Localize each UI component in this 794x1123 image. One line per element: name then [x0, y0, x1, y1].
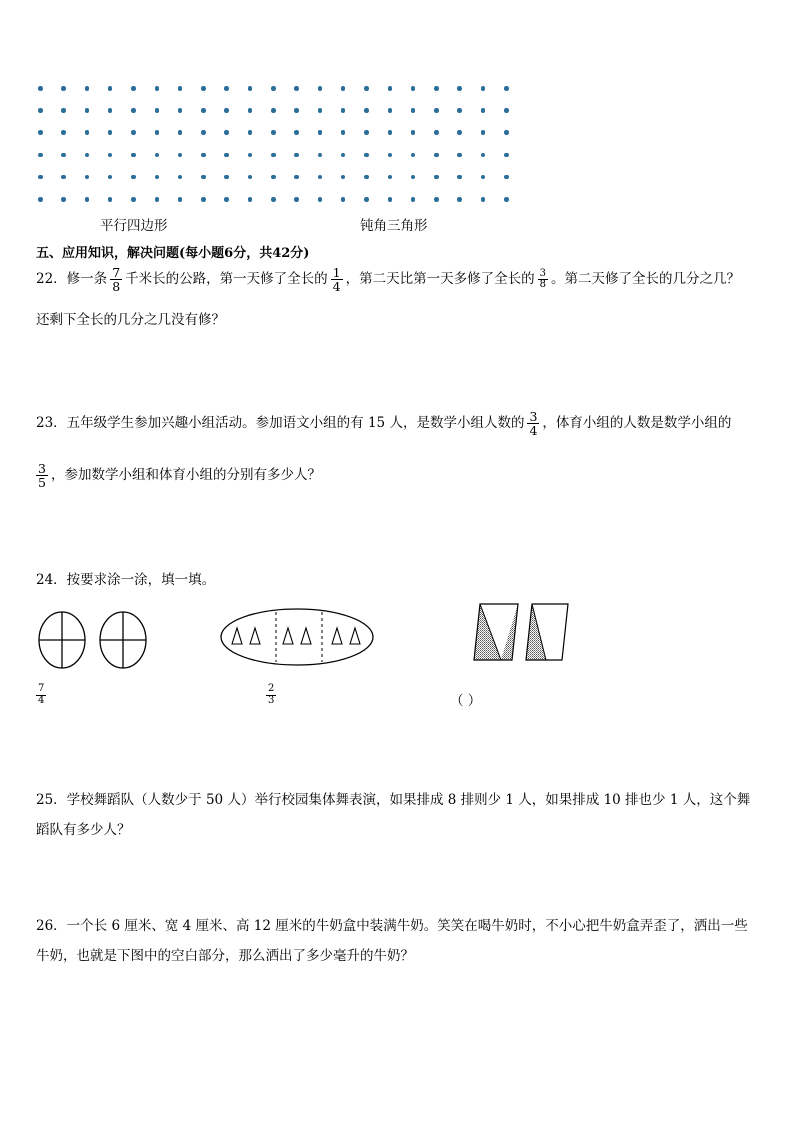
q22-line-2: 还剩下全长的几分之几没有修？ — [36, 312, 225, 328]
grid-dot[interactable] — [248, 153, 253, 158]
grid-dot[interactable] — [318, 153, 323, 158]
grid-dot[interactable] — [364, 108, 369, 113]
triangle-4 — [301, 628, 311, 644]
grid-dot[interactable] — [85, 175, 90, 180]
grid-dot[interactable] — [457, 108, 462, 113]
grid-dot[interactable] — [131, 130, 136, 135]
grid-dot[interactable] — [178, 197, 183, 202]
grid-dot[interactable] — [318, 108, 323, 113]
q23-line-2 — [36, 462, 321, 489]
grid-dot[interactable] — [155, 175, 160, 180]
grid-dot[interactable] — [434, 175, 439, 180]
outer-ellipse — [221, 609, 373, 665]
q24-answer-blank[interactable]: （ ） — [450, 693, 482, 709]
grid-dot[interactable] — [271, 86, 276, 91]
grid-dot[interactable] — [178, 153, 183, 158]
triangle-5 — [332, 628, 342, 644]
grid-dot[interactable] — [201, 86, 206, 91]
grid-dot[interactable] — [504, 130, 509, 135]
grid-dot[interactable] — [364, 175, 369, 180]
grid-dot[interactable] — [131, 197, 136, 202]
q22-fraction-1-4 — [331, 266, 343, 293]
grid-dot[interactable] — [341, 86, 346, 91]
circle-quartered-2 — [100, 612, 146, 668]
q24-ellipse-triangles-figure — [218, 606, 376, 668]
grid-dot[interactable] — [271, 108, 276, 113]
grid-dot[interactable] — [411, 175, 416, 180]
q24-frac1-den: 4 — [38, 694, 45, 706]
grid-dot[interactable] — [178, 86, 183, 91]
q22-frac2-num: 1 — [332, 265, 341, 280]
q23-text-2: ，体育小组的人数是数学小组的 — [542, 415, 732, 432]
grid-dot[interactable] — [201, 153, 206, 158]
grid-dot[interactable] — [434, 108, 439, 113]
q26-line-1: 26．一个长 6 厘米、宽 4 厘米、高 12 厘米的牛奶盒中装满牛奶。笑笑在喝牛奶时，不小心把牛奶盒弄歪了，洒出一些 — [36, 918, 748, 934]
grid-dot[interactable] — [504, 175, 509, 180]
section-title: 五、应用知识，解决问题(每小题6分，共42分) — [36, 246, 310, 261]
grid-dot[interactable] — [38, 86, 43, 91]
grid-dot[interactable] — [131, 86, 136, 91]
grid-dot[interactable] — [108, 175, 113, 180]
q24-frac2-den: 3 — [268, 694, 275, 706]
q24-title: 24．按要求涂一涂，填一填。 — [36, 572, 216, 588]
q25-line-2: 蹈队有多少人？ — [36, 822, 131, 838]
grid-dot[interactable] — [364, 153, 369, 158]
grid-dot[interactable] — [504, 153, 509, 158]
grid-dot[interactable] — [224, 175, 229, 180]
grid-dot[interactable] — [341, 197, 346, 202]
grid-dot[interactable] — [38, 108, 43, 113]
grid-dot[interactable] — [61, 175, 66, 180]
q24-parallelograms-figure — [470, 600, 575, 666]
triangle-1 — [232, 628, 242, 644]
grid-dot[interactable] — [411, 153, 416, 158]
grid-dot[interactable] — [85, 153, 90, 158]
label-parallelogram: 平行四边形 — [100, 218, 168, 234]
q23-frac1-den: 4 — [529, 423, 538, 439]
grid-dot[interactable] — [248, 175, 253, 180]
q22-text-1: 22．修一条 — [36, 271, 108, 288]
grid-dot[interactable] — [457, 197, 462, 202]
grid-dot[interactable] — [155, 130, 160, 135]
grid-dot[interactable] — [131, 153, 136, 158]
q24-frac2-num: 2 — [268, 683, 275, 694]
grid-dot[interactable] — [224, 130, 229, 135]
grid-dot[interactable] — [38, 153, 43, 158]
grid-dot[interactable] — [457, 175, 462, 180]
q22-frac1-num: 7 — [112, 265, 121, 280]
grid-dot[interactable] — [108, 86, 113, 91]
grid-dot[interactable] — [248, 108, 253, 113]
grid-dot[interactable] — [108, 197, 113, 202]
grid-dot[interactable] — [38, 197, 43, 202]
q22-frac1-den: 8 — [112, 279, 121, 295]
grid-dot[interactable] — [61, 153, 66, 158]
q24-circles-figure — [36, 608, 151, 674]
grid-dot[interactable] — [224, 86, 229, 91]
grid-dot[interactable] — [294, 108, 299, 113]
grid-dot[interactable] — [224, 153, 229, 158]
grid-dot[interactable] — [201, 108, 206, 113]
grid-dot[interactable] — [201, 197, 206, 202]
grid-dot[interactable] — [131, 175, 136, 180]
grid-dot[interactable] — [481, 197, 486, 202]
grid-dot[interactable] — [271, 175, 276, 180]
grid-dot[interactable] — [224, 197, 229, 202]
grid-dot[interactable] — [85, 197, 90, 202]
question-23 — [36, 410, 731, 437]
q22-fraction-3-8 — [538, 269, 548, 291]
triangle-6 — [350, 628, 360, 644]
grid-dot[interactable] — [38, 130, 43, 135]
grid-dot[interactable] — [61, 86, 66, 91]
parallelogram-1 — [474, 604, 518, 660]
grid-dot[interactable] — [155, 197, 160, 202]
grid-dot[interactable] — [294, 130, 299, 135]
q23-fraction-3-4 — [527, 410, 539, 437]
triangle-2 — [250, 628, 260, 644]
grid-dot[interactable] — [341, 108, 346, 113]
grid-dot[interactable] — [318, 86, 323, 91]
grid-dot[interactable] — [61, 108, 66, 113]
grid-dot[interactable] — [411, 197, 416, 202]
grid-dot[interactable] — [248, 130, 253, 135]
q25-line-1: 25．学校舞蹈队（人数少于 50 人）举行校园集体舞表演，如果排成 8 排则少 1 人，如果排成 10 排也少 1 人，这个舞 — [36, 792, 751, 808]
grid-dot[interactable] — [178, 108, 183, 113]
question-22 — [36, 266, 740, 293]
q24-frac1-num: 7 — [38, 683, 45, 694]
q24-fraction-7-4 — [36, 684, 46, 706]
grid-dot[interactable] — [504, 86, 509, 91]
grid-dot[interactable] — [178, 130, 183, 135]
grid-dot[interactable] — [85, 130, 90, 135]
grid-dot[interactable] — [388, 197, 393, 202]
grid-dot[interactable] — [85, 108, 90, 113]
q22-text-4: 。第二天修了全长的几分之几？ — [550, 271, 740, 288]
q22-text-2: 千米长的公路，第一天修了全长的 — [125, 271, 328, 288]
grid-dot[interactable] — [224, 108, 229, 113]
grid-dot[interactable] — [457, 153, 462, 158]
grid-dot[interactable] — [364, 197, 369, 202]
grid-dot[interactable] — [457, 86, 462, 91]
grid-dot[interactable] — [434, 86, 439, 91]
grid-dot[interactable] — [318, 130, 323, 135]
grid-dot[interactable] — [481, 108, 486, 113]
grid-dot[interactable] — [388, 153, 393, 158]
grid-dot[interactable] — [341, 130, 346, 135]
grid-dot[interactable] — [341, 153, 346, 158]
grid-dot[interactable] — [131, 108, 136, 113]
grid-dot[interactable] — [364, 130, 369, 135]
grid-dot[interactable] — [38, 175, 43, 180]
grid-dot[interactable] — [201, 175, 206, 180]
q22-frac2-den: 4 — [332, 279, 341, 295]
grid-dot[interactable] — [504, 197, 509, 202]
grid-dot[interactable] — [294, 175, 299, 180]
grid-dot[interactable] — [155, 86, 160, 91]
q22-text-3: ，第二天比第一天多修了全长的 — [345, 271, 535, 288]
grid-dot[interactable] — [271, 197, 276, 202]
grid-dot[interactable] — [364, 86, 369, 91]
grid-dot[interactable] — [108, 153, 113, 158]
grid-dot[interactable] — [411, 108, 416, 113]
q24-fraction-2-3 — [266, 684, 276, 706]
grid-dot[interactable] — [178, 175, 183, 180]
grid-dot[interactable] — [388, 175, 393, 180]
q23-text-3: ，参加数学小组和体育小组的分别有多少人？ — [50, 467, 321, 484]
grid-dot[interactable] — [61, 197, 66, 202]
q26-line-2: 牛奶，也就是下图中的空白部分，那么洒出了多少毫升的牛奶？ — [36, 948, 414, 964]
q23-frac2-den: 5 — [38, 475, 46, 491]
grid-dot[interactable] — [248, 86, 253, 91]
grid-dot[interactable] — [434, 153, 439, 158]
grid-dot[interactable] — [481, 130, 486, 135]
q23-frac1-num: 3 — [529, 409, 538, 424]
grid-dot[interactable] — [457, 130, 462, 135]
grid-dot[interactable] — [248, 197, 253, 202]
grid-dot[interactable] — [155, 108, 160, 113]
grid-dot[interactable] — [318, 175, 323, 180]
grid-dot[interactable] — [155, 153, 160, 158]
parallelogram-2 — [526, 604, 568, 660]
grid-dot[interactable] — [318, 197, 323, 202]
grid-dot[interactable] — [481, 86, 486, 91]
circle-quartered-1 — [39, 612, 85, 668]
grid-dot[interactable] — [294, 197, 299, 202]
grid-dot[interactable] — [271, 130, 276, 135]
grid-dot[interactable] — [434, 130, 439, 135]
grid-dot[interactable] — [481, 175, 486, 180]
q23-frac2-num: 3 — [38, 461, 46, 476]
grid-dot[interactable] — [504, 108, 509, 113]
q23-text-1: 23．五年级学生参加兴趣小组活动。参加语文小组的有 15 人，是数学小组人数的 — [36, 415, 525, 432]
grid-dot[interactable] — [411, 130, 416, 135]
grid-dot[interactable] — [108, 130, 113, 135]
grid-dot[interactable] — [85, 86, 90, 91]
q22-frac3-num: 3 — [539, 267, 546, 279]
q22-frac3-den: 8 — [539, 279, 546, 291]
grid-dot[interactable] — [388, 108, 393, 113]
grid-dot[interactable] — [481, 153, 486, 158]
grid-dot[interactable] — [411, 86, 416, 91]
grid-dot[interactable] — [271, 153, 276, 158]
grid-dot[interactable] — [61, 130, 66, 135]
grid-dot[interactable] — [108, 108, 113, 113]
grid-dot[interactable] — [341, 175, 346, 180]
grid-dot[interactable] — [388, 86, 393, 91]
q22-fraction-7-8 — [110, 266, 122, 293]
grid-dot[interactable] — [388, 130, 393, 135]
grid-dot[interactable] — [294, 86, 299, 91]
label-obtuse-triangle: 钝角三角形 — [360, 218, 428, 234]
grid-dot[interactable] — [201, 130, 206, 135]
grid-dot[interactable] — [294, 153, 299, 158]
q23-fraction-3-5 — [36, 462, 48, 489]
triangle-3 — [283, 628, 293, 644]
dot-grid — [36, 84, 516, 204]
grid-dot[interactable] — [434, 197, 439, 202]
